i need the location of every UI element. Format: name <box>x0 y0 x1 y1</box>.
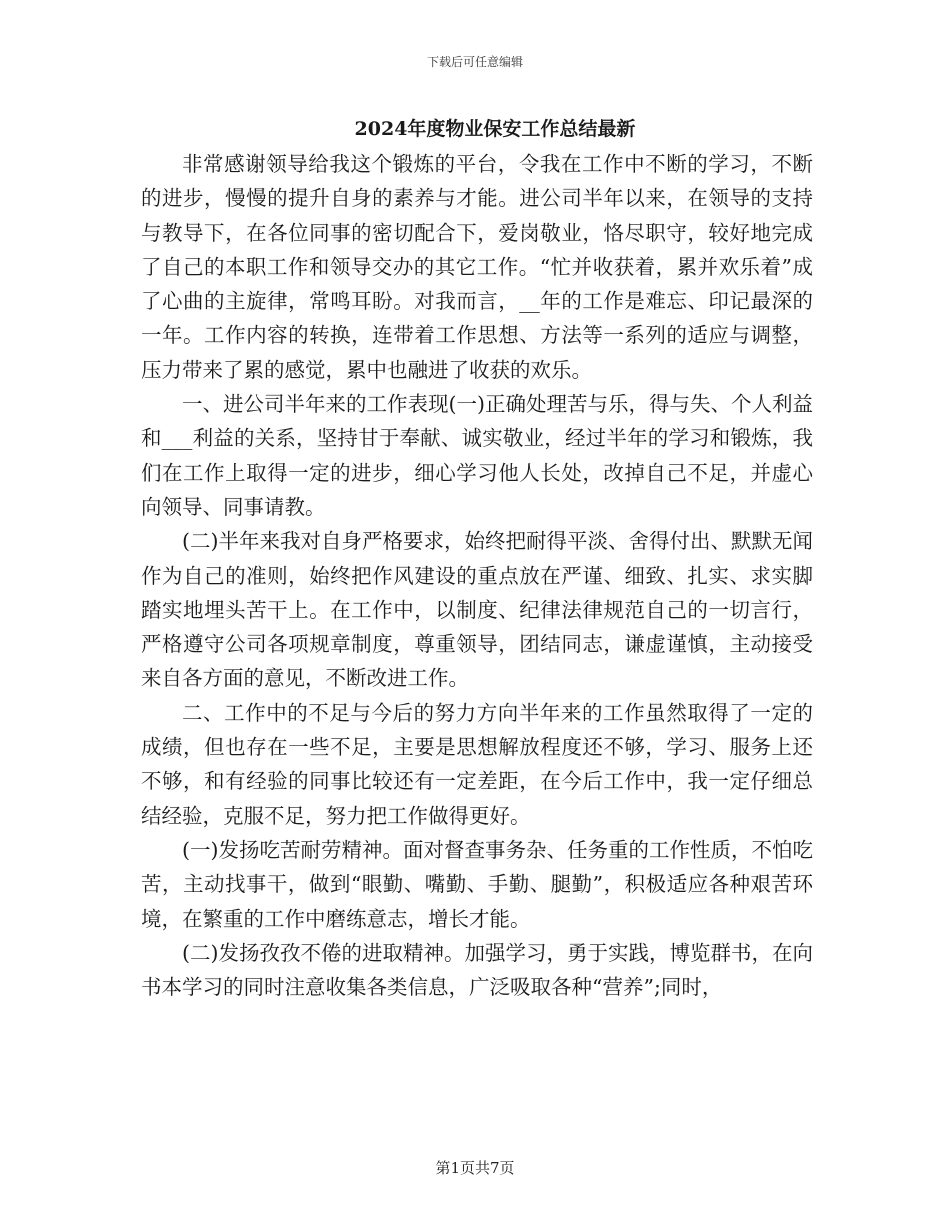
page-indicator: 第1页共7页 <box>435 1159 515 1177</box>
paragraph: (一)发扬吃苦耐劳精神。面对督查事务杂、任务重的工作性质，不怕吃苦，主动找事干，做到“眼勤、嘴勤、手勤、腿勤”，积极适应各种艰苦环境，在繁重的工作中磨练意志，增长才能。 <box>141 837 813 931</box>
paragraph: 非常感谢领导给我这个锻炼的平台，令我在工作中不断的学习，不断的进步，慢慢的提升自身的素养与才能。进公司半年以来，在领导的支持与教导下，在各位同事的密切配合下，爱岗敬业，恪尽职守，较好地完成了自己的本职工作和领导交办的其它工作。“忙并收获着，累并欢乐着”成了心曲的主旋律，常鸣耳盼。对我而言，__年的工作是难忘、印记最深的一年。工作内容的转换，连带着工作思想、方法等一系列的适应与调整，压力带来了累的感觉，累中也融进了收获的欢乐。 <box>141 152 813 382</box>
document-body <box>141 147 813 1004</box>
document-title: 2024年度物业保安工作总结最新 <box>354 118 636 140</box>
paragraph: (二)半年来我对自身严格要求，始终把耐得平淡、舍得付出、默默无闻作为自己的准则，始终把作风建设的重点放在严谨、细致、扎实、求实脚踏实地埋头苦干上。在工作中，以制度、纪律法律规范自己的一切言行，严格遵守公司各项规章制度，尊重领导，团结同志，谦虚谨慎，主动接受来自各方面的意见，不断改进工作。 <box>141 529 813 691</box>
paragraph: 二、工作中的不足与今后的努力方向半年来的工作虽然取得了一定的成绩，但也存在一些不足，主要是思想解放程度还不够，学习、服务上还不够，和有经验的同事比较还有一定差距，在今后工作中，我一定仔细总结经验，克服不足，努力把工作做得更好。 <box>141 700 813 828</box>
header-note: 下载后可任意编辑 <box>426 55 523 69</box>
paragraph: 一、进公司半年来的工作表现(一)正确处理苦与乐，得与失、个人利益和___利益的关系，坚持甘于奉献、诚实敬业，经过半年的学习和锻炼，我们在工作上取得一定的进步，细心学习他人长处，改掉自己不足，并虚心向领导、同事请教。 <box>141 392 813 519</box>
paragraph: (二)发扬孜孜不倦的进取精神。加强学习，勇于实践，博览群书，在向书本学习的同时注意收集各类信息，广泛吸取各种“营养”;同时， <box>141 940 813 1000</box>
